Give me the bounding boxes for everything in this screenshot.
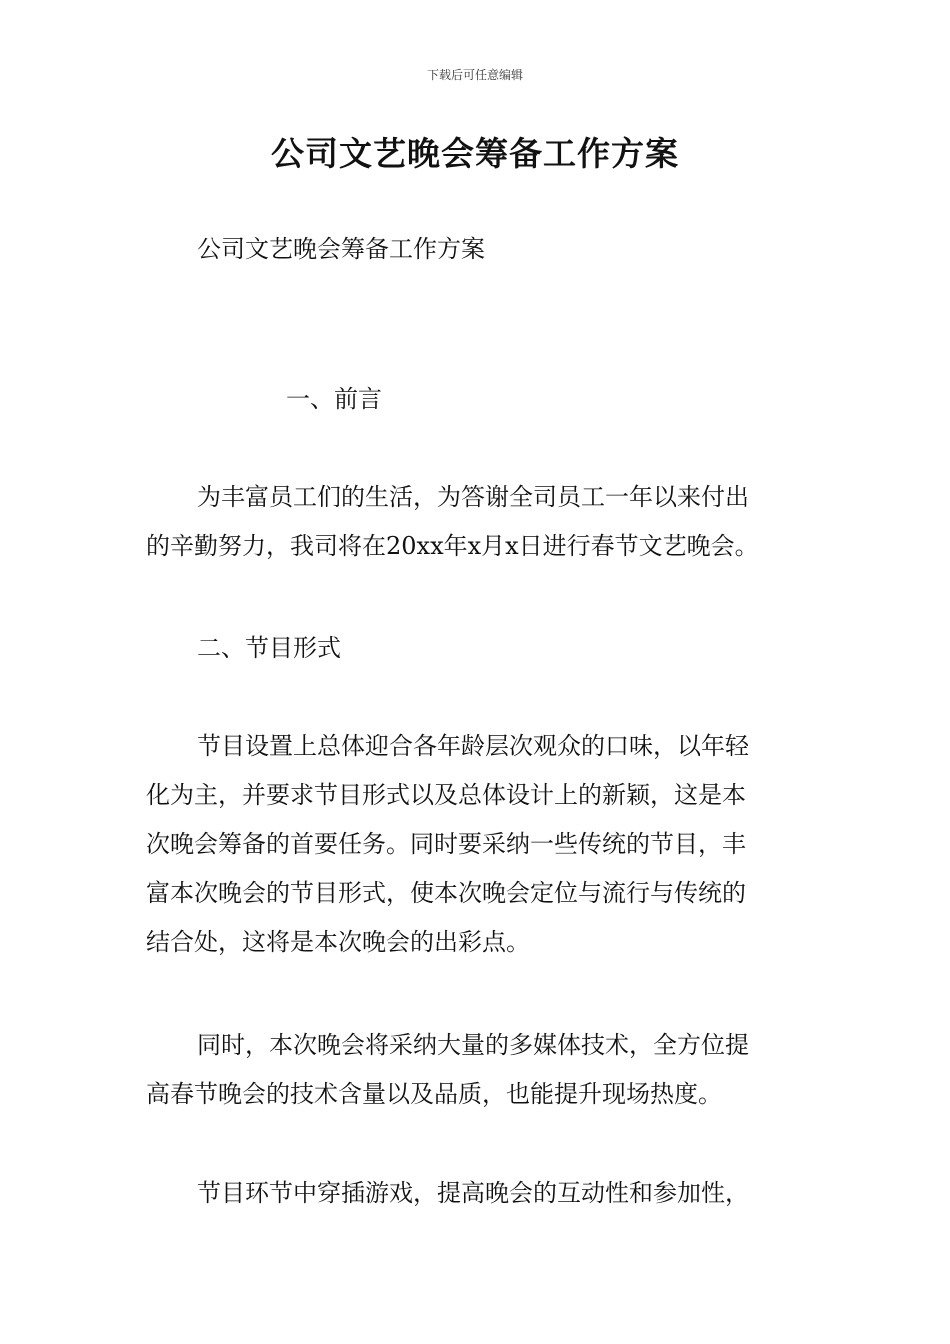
paragraph-line: 同时，本次晚会将采纳大量的多媒体技术，全方位提 bbox=[197, 1031, 749, 1059]
document-title: 公司文艺晚会筹备工作方案 bbox=[271, 134, 679, 173]
paragraph-preface bbox=[146, 473, 806, 571]
paragraph-multimedia bbox=[146, 1021, 806, 1119]
paragraph-games bbox=[146, 1169, 806, 1218]
section-heading-program-format: 二、节目形式 bbox=[197, 634, 341, 662]
paragraph-program-format bbox=[146, 722, 806, 967]
header-note: 下载后可任意编辑 bbox=[426, 68, 523, 82]
section-heading-preface: 一、前言 bbox=[286, 385, 382, 413]
paragraph-line: 的辛勤努力，我司将在20xx年x月x日进行春节文艺晚会。 bbox=[146, 532, 759, 560]
paragraph-line: 富本次晚会的节目形式，使本次晚会定位与流行与传统的 bbox=[146, 879, 746, 907]
paragraph-line: 结合处，这将是本次晚会的出彩点。 bbox=[146, 928, 530, 956]
paragraph-line: 节目环节中穿插游戏，提高晚会的互动性和参加性， bbox=[197, 1179, 749, 1207]
document-subtitle: 公司文艺晚会筹备工作方案 bbox=[197, 235, 485, 263]
paragraph-line: 次晚会筹备的首要任务。同时要采纳一些传统的节目，丰 bbox=[146, 830, 746, 858]
paragraph-line: 化为主，并要求节目形式以及总体设计上的新颖，这是本 bbox=[146, 781, 746, 809]
paragraph-line: 节目设置上总体迎合各年龄层次观众的口味，以年轻 bbox=[197, 732, 749, 760]
paragraph-line: 为丰富员工们的生活，为答谢全司员工一年以来付出 bbox=[197, 483, 749, 511]
paragraph-line: 高春节晚会的技术含量以及品质，也能提升现场热度。 bbox=[146, 1080, 722, 1108]
